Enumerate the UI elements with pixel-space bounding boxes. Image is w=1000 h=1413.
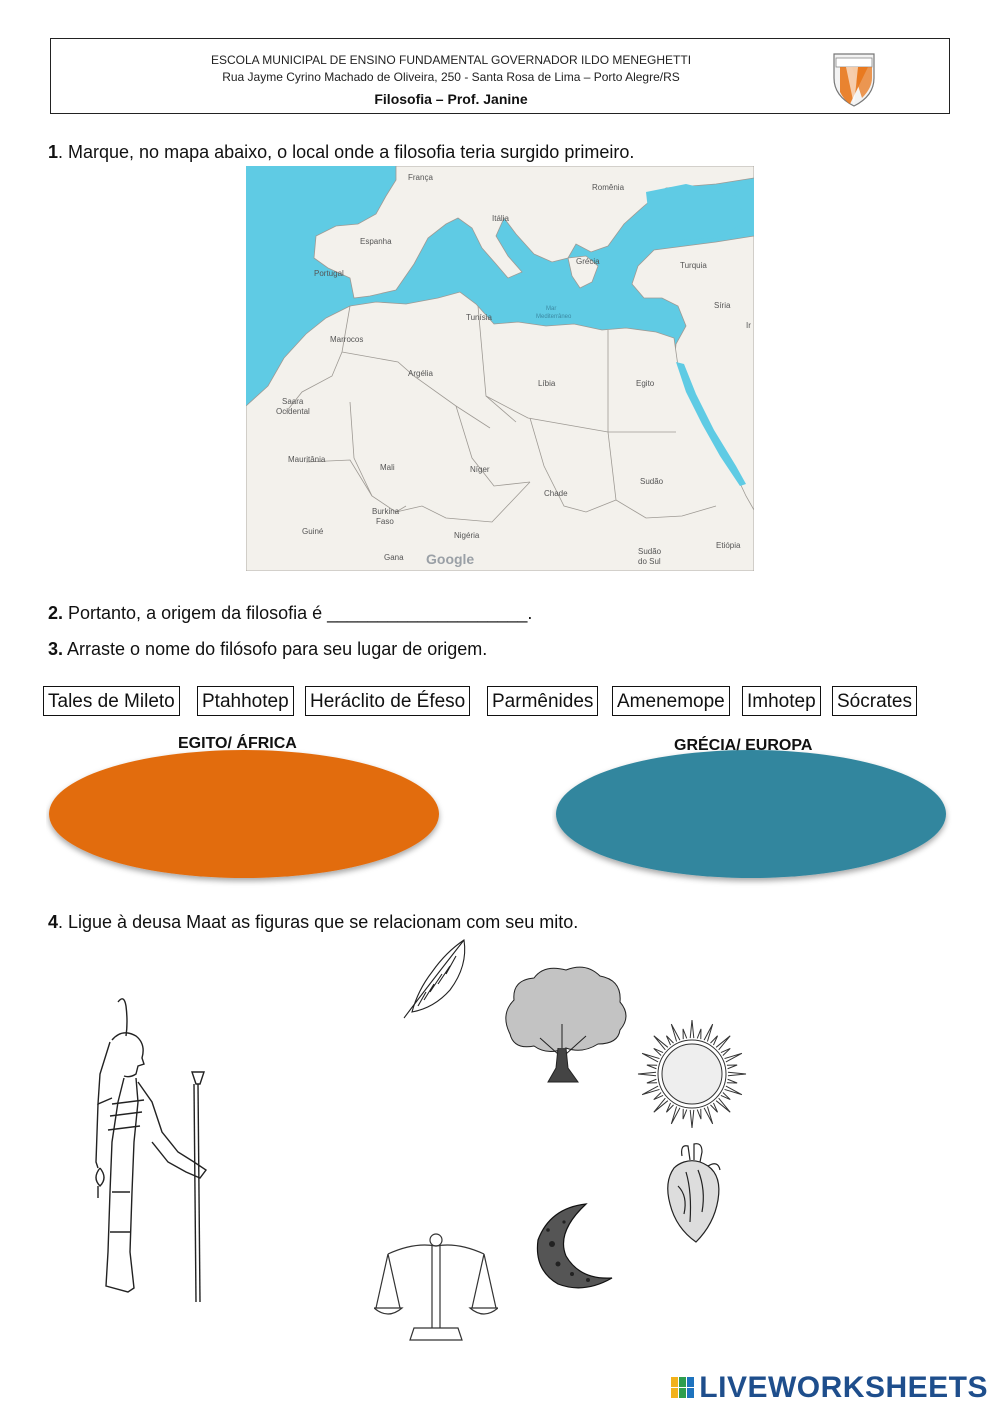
sun-ray: [642, 1086, 659, 1095]
chip-socrates[interactable]: Sócrates: [832, 686, 917, 716]
heart-icon[interactable]: [662, 1142, 724, 1246]
map-label-nigeria: Nigéria: [454, 531, 480, 540]
school-name: ESCOLA MUNICIPAL DE ENSINO FUNDAMENTAL GOVERNADOR ILDO MENEGHETTI: [210, 53, 692, 67]
chip-imhotep[interactable]: Imhotep: [742, 686, 821, 716]
balance-scale-icon[interactable]: [374, 1228, 498, 1344]
sun-ray: [654, 1048, 663, 1055]
sun-ray: [721, 1092, 730, 1099]
question-1-text: . Marque, no mapa abaixo, o local onde a filosofia teria surgido primeiro.: [58, 142, 635, 162]
map-label-chade: Chade: [544, 489, 568, 498]
chip-amenemope[interactable]: Amenemope: [612, 686, 730, 716]
sun-ray: [666, 1036, 673, 1045]
subject-title: Filosofia – Prof. Janine: [374, 91, 528, 107]
sun-ray: [654, 1036, 668, 1050]
map-label-mar-1: Mar: [546, 306, 557, 312]
maat-goddess-icon[interactable]: [82, 992, 212, 1308]
sun-ray: [721, 1048, 730, 1055]
map-label-marrocos: Marrocos: [330, 335, 364, 344]
map-label-franca: França: [408, 173, 433, 182]
map-label-turquia: Turquia: [680, 261, 707, 270]
map-label-guine: Guiné: [302, 527, 324, 536]
sun-ray: [704, 1107, 713, 1124]
sun-ray: [638, 1072, 656, 1076]
sun-ray: [697, 1029, 701, 1039]
sun-ray: [683, 1029, 687, 1039]
chip-tales-de-mileto[interactable]: Tales de Mileto: [43, 686, 180, 716]
drop-zone-africa[interactable]: [46, 746, 446, 890]
sun-ray: [727, 1065, 737, 1069]
sun-ray: [710, 1103, 717, 1112]
sun-ray: [727, 1079, 737, 1083]
zone-label-africa: EGITO/ ÁFRICA: [178, 735, 297, 752]
sun-ray: [697, 1109, 701, 1119]
question-3-text: Arraste o nome do filósofo para seu lugar de origem.: [63, 639, 488, 659]
school-address: Rua Jayme Cyrino Machado de Oliveira, 250 - Santa Rosa de Lima – Porto Alegre/RS: [222, 70, 680, 84]
sun-ray: [642, 1053, 659, 1062]
map-label-saara-2: Ocidental: [276, 407, 310, 416]
map-label-burkina-1: Burkina: [372, 507, 400, 516]
sun-icon[interactable]: [636, 1018, 748, 1130]
sun-ray: [690, 1110, 694, 1128]
map-label-grecia: Grécia: [576, 257, 600, 266]
question-1: [48, 142, 634, 163]
map-label-sudao: Sudão: [640, 477, 664, 486]
map-label-portugal: Portugal: [314, 269, 344, 278]
crescent-moon-icon[interactable]: [528, 1198, 620, 1292]
question-2-number: 2.: [48, 603, 64, 623]
question-3: [48, 639, 487, 660]
question-3-number: 3.: [48, 639, 64, 659]
school-crest-icon: [828, 48, 880, 108]
question-4-text: . Ligue à deusa Maat as figuras que se relacionam com seu mito.: [58, 912, 579, 932]
map-label-gana: Gana: [384, 553, 404, 562]
map-label-siria: Síria: [714, 301, 731, 310]
sun-ray: [690, 1020, 694, 1038]
map-label-sudao-sul-2: do Sul: [638, 557, 661, 566]
map-label-mar-2: Mediterrâneo: [536, 314, 572, 320]
liveworksheets-logo-icon: [670, 1375, 696, 1401]
question-2: [48, 603, 532, 624]
question-4: [48, 912, 578, 933]
north-africa-map[interactable]: [246, 166, 754, 571]
map-label-etiopia: Etiópia: [716, 541, 741, 550]
map-label-mauritania: Mauritânia: [288, 455, 326, 464]
map-label-espanha: Espanha: [360, 237, 392, 246]
sun-ray: [666, 1103, 673, 1112]
header-box: [50, 38, 950, 114]
map-label-romenia: Romênia: [592, 183, 625, 192]
sun-ray: [728, 1072, 746, 1076]
sun-ray: [647, 1065, 657, 1069]
sun-ray: [725, 1086, 742, 1095]
sun-ray: [704, 1024, 713, 1041]
chip-parmenides[interactable]: Parmênides: [487, 686, 598, 716]
map-label-niger: Níger: [470, 465, 490, 474]
tree-icon[interactable]: [500, 964, 630, 1088]
sun-ray: [654, 1092, 663, 1099]
map-label-argelia: Argélia: [408, 369, 433, 378]
sun-ray: [671, 1024, 680, 1041]
map-label-saara-1: Saara: [282, 397, 304, 406]
chip-ptahhotep[interactable]: Ptahhotep: [197, 686, 294, 716]
sun-ray: [647, 1079, 657, 1083]
question-4-number: 4: [48, 912, 59, 932]
map-label-sudao-sul-1: Sudão: [638, 547, 662, 556]
google-watermark: Google: [426, 551, 475, 567]
map-label-italia: Itália: [492, 214, 509, 223]
map-label-egito: Egito: [636, 379, 655, 388]
chip-heraclito-de-efeso[interactable]: Heráclito de Éfeso: [305, 686, 470, 716]
sun-ray: [683, 1109, 687, 1119]
sun-ray: [671, 1107, 680, 1124]
liveworksheets-logo: [670, 1372, 988, 1404]
sun-ray: [716, 1036, 730, 1050]
map-label-burkina-2: Faso: [376, 517, 394, 526]
zone-label-europe: GRÉCIA/ EUROPA: [674, 737, 813, 754]
sun-ray: [710, 1036, 717, 1045]
map-label-libia: Líbia: [538, 379, 556, 388]
question-2-text: Portanto, a origem da filosofia é ____________________.: [63, 603, 533, 623]
sun-ray: [725, 1053, 742, 1062]
feather-icon[interactable]: [398, 936, 470, 1022]
sun-ray: [716, 1098, 730, 1112]
map-label-tunisia: Tunísia: [466, 313, 492, 322]
map-label-mali: Mali: [380, 463, 395, 472]
sun-ray: [654, 1098, 668, 1112]
map-label-ir: Ir: [746, 321, 751, 330]
liveworksheets-logo-text: LIVEWORKSHEETS: [699, 1371, 988, 1404]
drop-zone-europe[interactable]: [552, 746, 952, 890]
question-1-number: 1: [48, 142, 59, 162]
